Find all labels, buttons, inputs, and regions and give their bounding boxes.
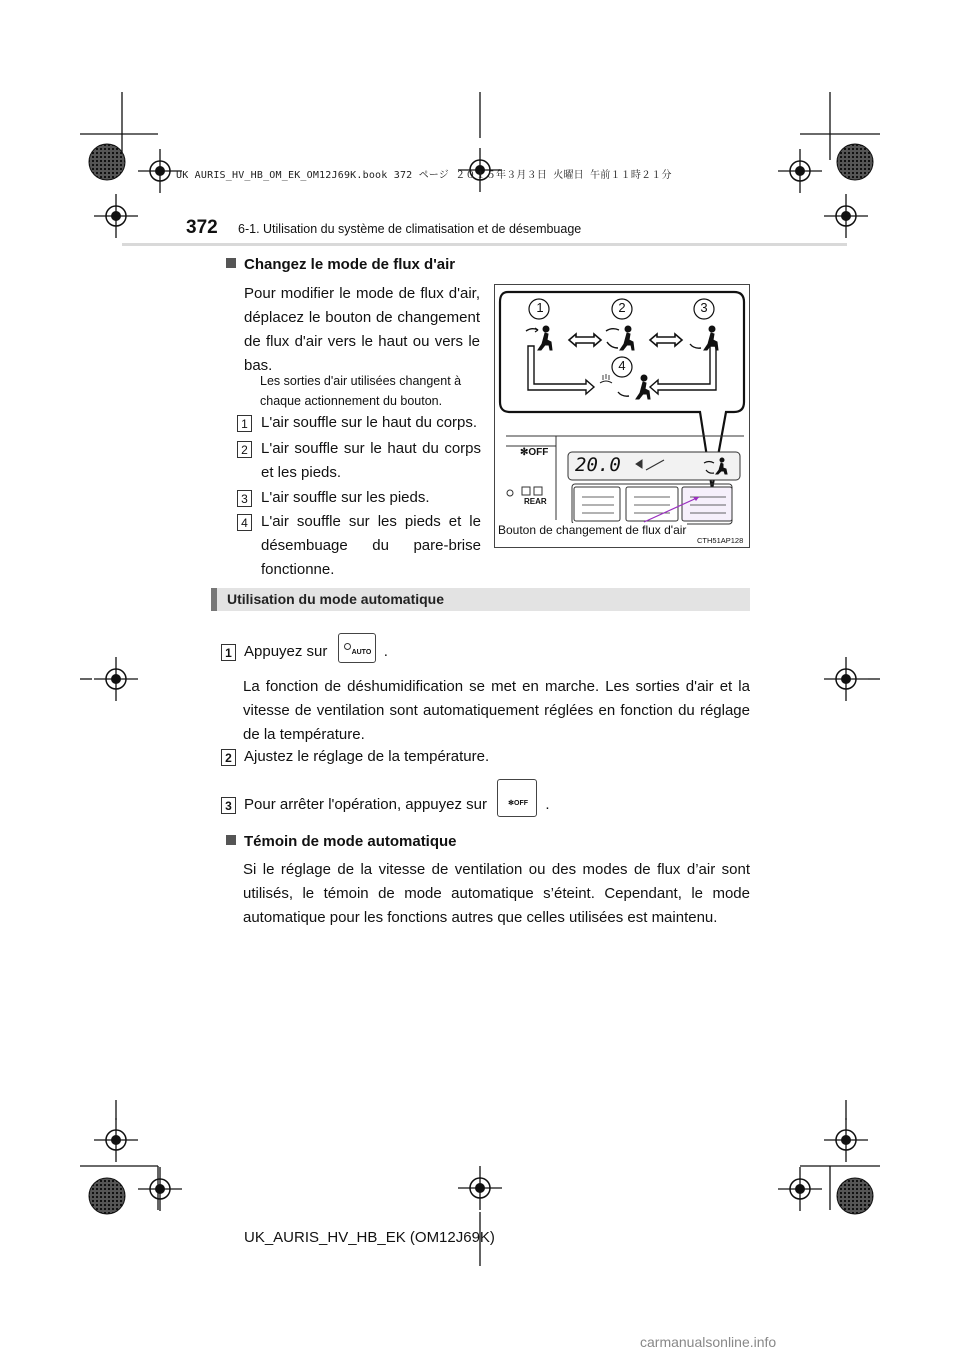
auto-button-label: AUTO [351, 649, 372, 657]
item-number-4: 4 [237, 514, 252, 531]
footer-model-code: UK_AURIS_HV_HB_EK (OM12J69K) [244, 1229, 495, 1246]
airflow-item-2: L'air souffle sur le haut du corps et les pieds. [261, 440, 481, 481]
step-number-3: 3 [221, 797, 236, 814]
rear-defrost-label: REAR [524, 497, 547, 506]
section-heading-bar [211, 588, 750, 611]
bullet-square-icon [226, 258, 236, 268]
chapter-title: 6-1. Utilisation du système de climatisation et de désembuage [238, 222, 582, 236]
watermark: carmanualsonline.info [640, 1334, 777, 1350]
auto-button-image [338, 633, 376, 663]
fan-off-label: ✻OFF [520, 447, 549, 458]
airflow-diagram-svg [494, 284, 750, 548]
page-number: 372 [186, 217, 218, 238]
figure-label-1: 1 [536, 300, 544, 315]
step-number-2: 2 [221, 749, 236, 766]
airflow-item-1: L'air souffle sur le haut du corps. [261, 414, 478, 431]
step-1: Appuyez sur AUTO . [244, 640, 388, 664]
header-rule [122, 243, 847, 246]
display-temperature: 20.0 [575, 454, 621, 476]
airflow-heading: Changez le mode de flux d'air [226, 256, 455, 273]
item-number-3: 3 [237, 490, 252, 507]
figure-caption: Bouton de changement de flux d'air [498, 523, 687, 537]
fan-icon: ✻ [520, 447, 529, 458]
print-info-line: UK AURIS_HV_HB_OM_EK_OM12J69K.book 372 ページ ２０１５年３月３日 火曜日 午前１１時２１分 [176, 170, 672, 181]
figure-label-4: 4 [618, 358, 626, 373]
step-3: Pour arrêter l'opération, appuyez sur ✻OFF . [244, 793, 550, 817]
airflow-item-3: L'air souffle sur les pieds. [261, 489, 430, 506]
figure-code: CTH51AP128 [697, 536, 744, 545]
item-number-1: 1 [237, 415, 252, 432]
bullet-square-icon [226, 835, 236, 845]
airflow-note: Les sorties d'air utilisées changent à chaque actionnement du bouton. [260, 374, 462, 408]
off-button-label: ✻OFF [508, 800, 529, 808]
off-button-image [497, 779, 537, 817]
step-number-1: 1 [221, 644, 236, 661]
indicator-text: Si le réglage de la vitesse de ventilation ou des modes de flux d’air sont utilisés, le témoin de mode automatique s’éteint. Cependant, le mode automatique pour les fonctions autres que celles utilisées est maintenu. [243, 861, 750, 926]
fan-icon: ✻ [508, 800, 515, 808]
item-number-2: 2 [237, 441, 252, 458]
section-title: Utilisation du mode automatique [227, 591, 445, 607]
figure-label-3: 3 [700, 300, 708, 315]
figure-label-2: 2 [618, 300, 626, 315]
step-1-detail: La fonction de déshumidification se met en marche. Les sorties d'air et la vitesse de ventilation sont automatiquement réglées en fonction du réglage de la température. [243, 678, 750, 743]
airflow-intro: Pour modifier le mode de flux d'air, déplacez le bouton de changement de flux d'air vers le haut ou vers le bas. [244, 285, 480, 374]
step-2: Ajustez le réglage de la température. [244, 748, 490, 765]
indicator-heading: Témoin de mode automatique [226, 833, 457, 850]
airflow-item-4: L'air souffle sur les pieds et le désembuage du pare-brise fonctionne. [261, 513, 481, 578]
